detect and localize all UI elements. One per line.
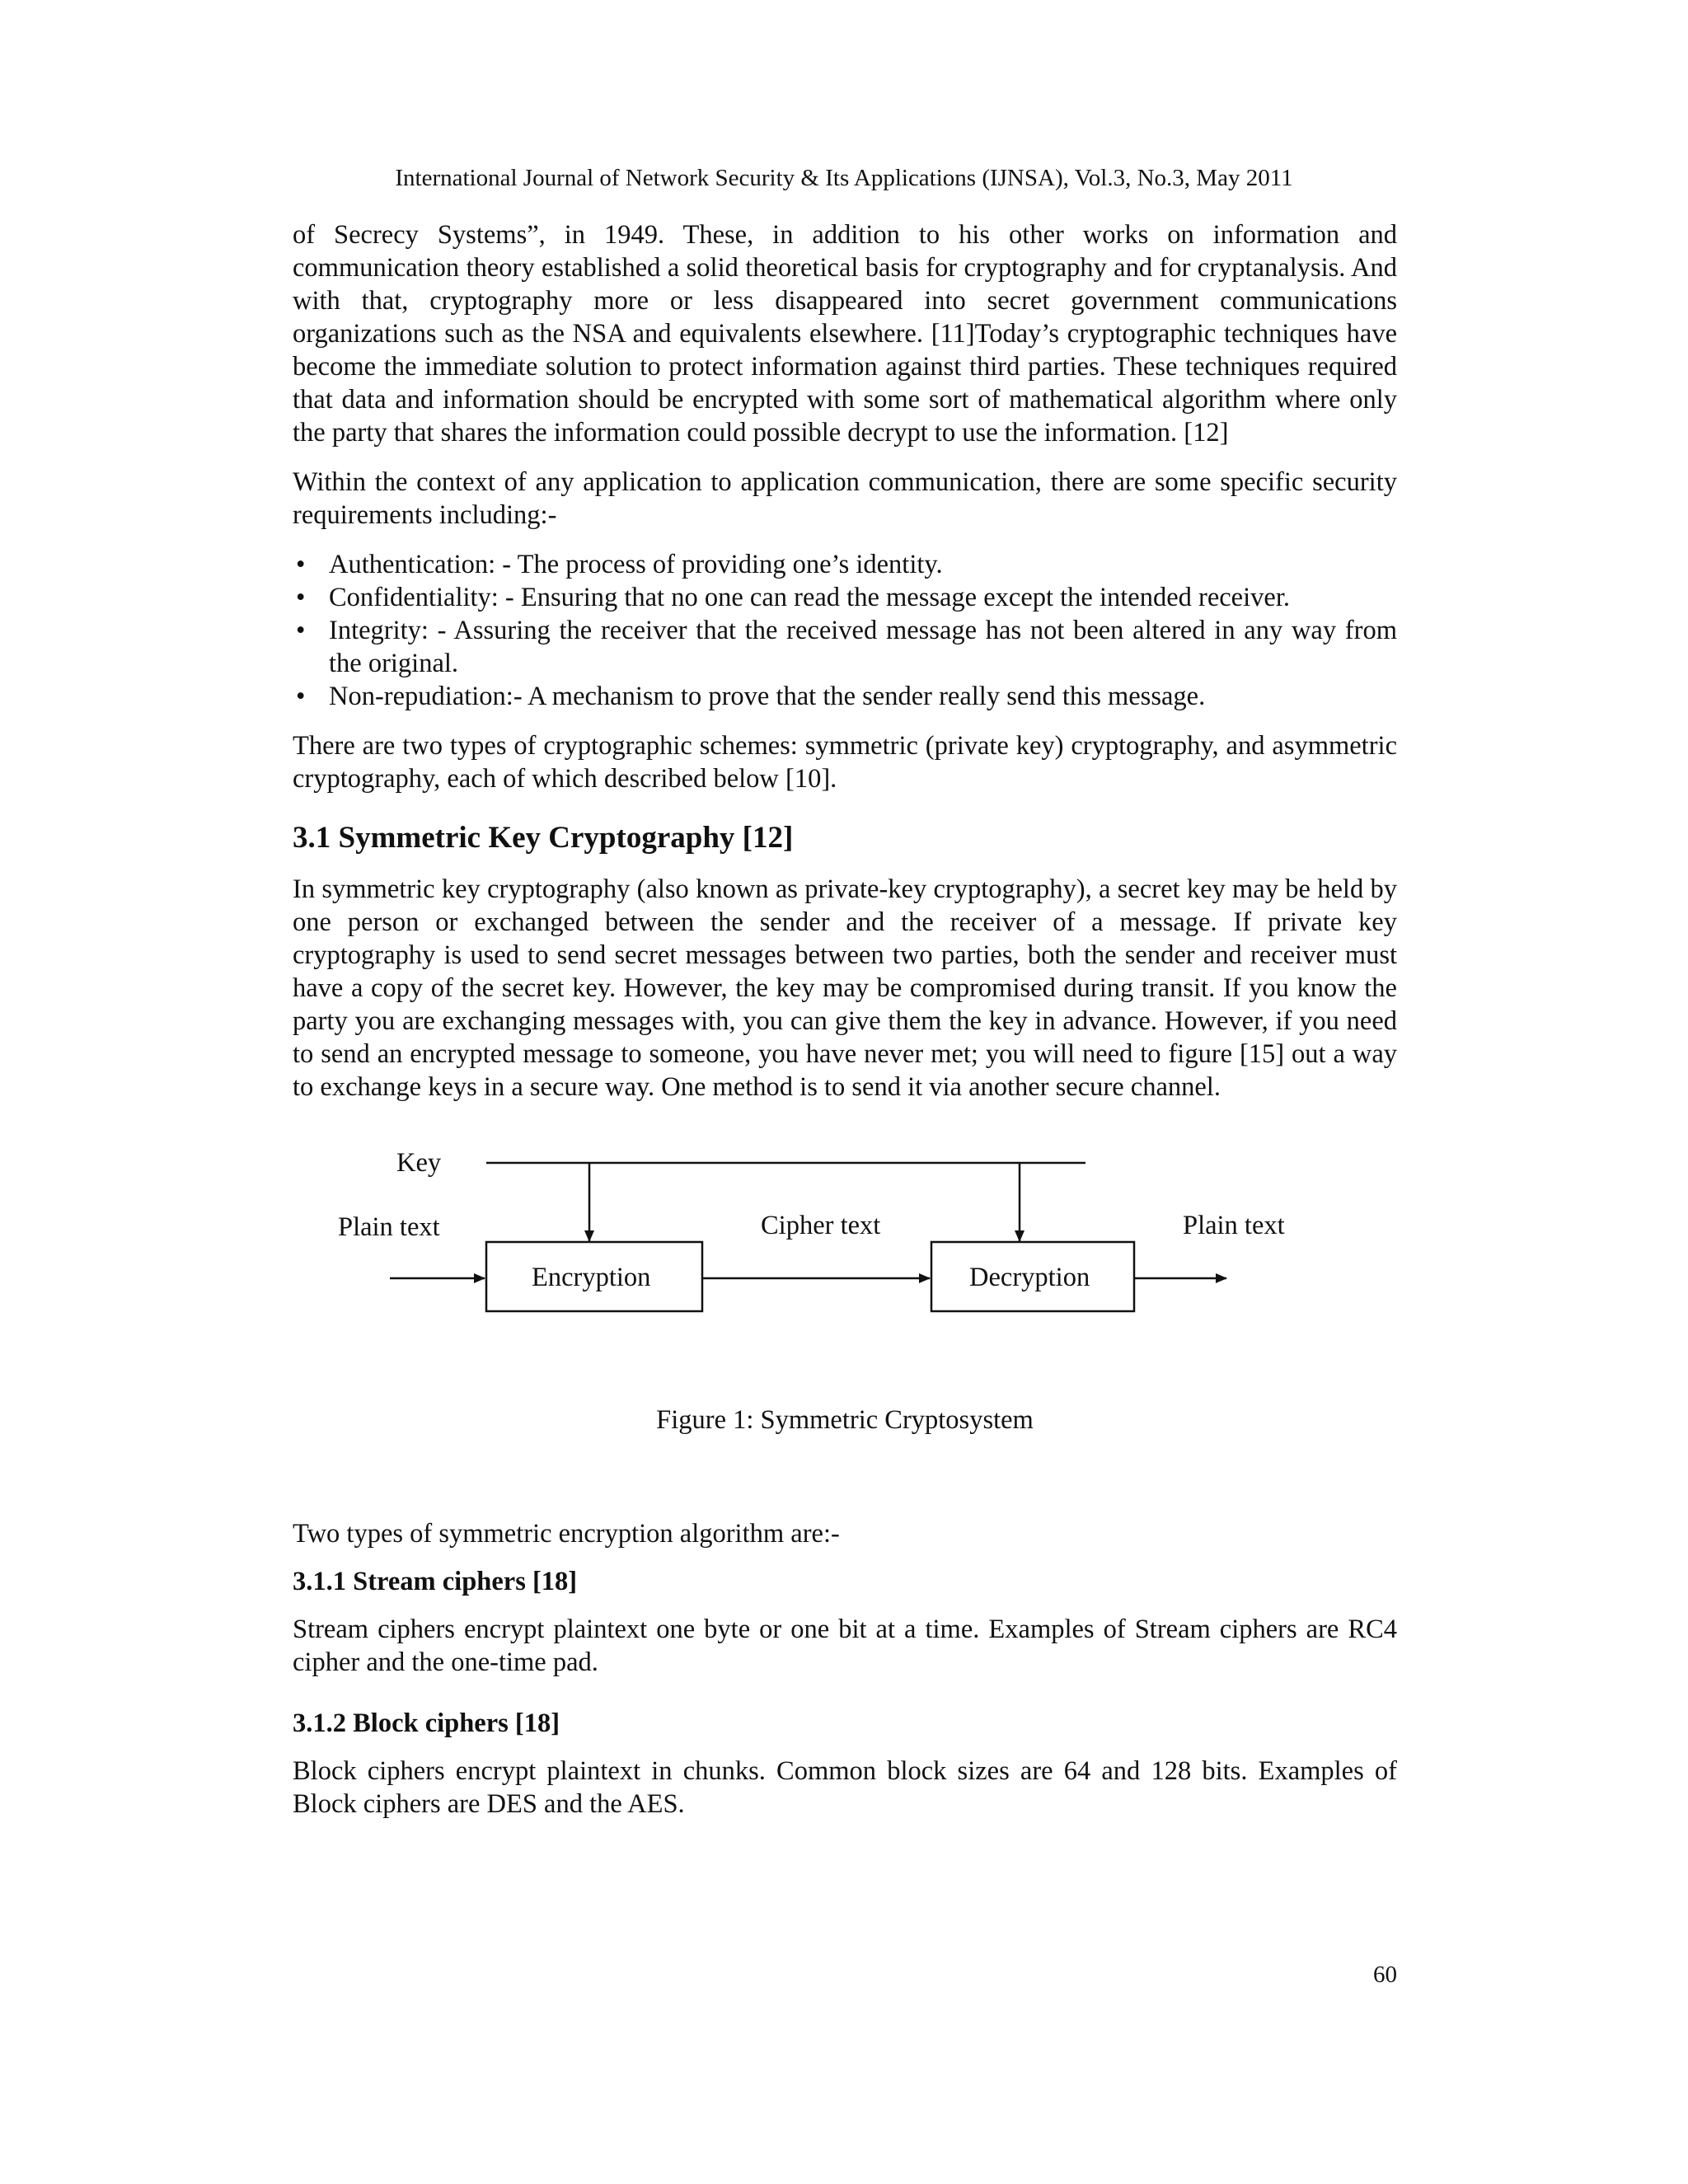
paragraph-two-types: Two types of symmetric encryption algorithm are:- bbox=[293, 1519, 840, 1549]
paragraph-secrecy-systems: of Secrecy Systems”, in 1949. These, in addition to his other works on information and communication theory established a solid theoretical basis for cryptography and for cryptanalysis. And with that, cryptography more or less disappeared into secret government communications organizations such as the NSA and equivalents elsewhere. [11]Today’s cryptographic techniques have become the immediate solution to protect information against third parties. These techniques required that data and information should be encrypted with some sort of mathematical algorithm where only the party that shares the information could possible decrypt to use the information. [12] bbox=[293, 220, 1397, 448]
list-item bbox=[293, 614, 1397, 680]
list-item bbox=[293, 581, 1397, 614]
requirements-list bbox=[293, 548, 1397, 713]
bullet-icon: • bbox=[296, 616, 306, 645]
bullet-icon: • bbox=[296, 550, 306, 579]
figure-caption: Figure 1: Symmetric Cryptosystem bbox=[656, 1405, 1034, 1435]
page-number: 60 bbox=[1373, 1961, 1397, 1988]
subsection-heading-block-ciphers: 3.1.2 Block ciphers [18] bbox=[293, 1708, 560, 1738]
running-header: International Journal of Network Security & Its Applications (IJNSA), Vol.3, No.3, May 2011 bbox=[395, 165, 1293, 191]
paragraph-symmetric-key: In symmetric key cryptography (also known as private-key cryptography), a secret key may be held by one person or exchanged between the sender and the receiver of a message. If private key cryptography is used to send secret messages between two parties, both the sender and receiver must have a copy of the secret key. However, the key may be compromised during transit. If you know the party you are exchanging messages with, you can give them the key in advance. However, if you need to send an encrypted message to someone, you have never met; you will need to figure [15] out a way to exchange keys in a secure way. One method is to send it via another secure channel. bbox=[293, 874, 1397, 1102]
plain-text-output-label: Plain text bbox=[1183, 1211, 1285, 1240]
plain-text-input-label: Plain text bbox=[338, 1212, 440, 1242]
list-item bbox=[293, 680, 1397, 713]
paragraph-security-requirements: Within the context of any application to application communication, there are some specific security requirements including:- bbox=[293, 467, 1397, 530]
paragraph-stream-ciphers: Stream ciphers encrypt plaintext one byte or one bit at a time. Examples of Stream ciphers are RC4 cipher and the one-time pad. bbox=[293, 1615, 1397, 1677]
bullet-icon: • bbox=[296, 682, 306, 711]
list-item bbox=[293, 548, 1397, 581]
encryption-label: Encryption bbox=[532, 1263, 651, 1292]
key-label: Key bbox=[396, 1148, 442, 1178]
cipher-text-label: Cipher text bbox=[761, 1211, 881, 1240]
section-heading-symmetric-key: 3.1 Symmetric Key Cryptography [12] bbox=[293, 821, 794, 855]
decryption-label: Decryption bbox=[969, 1263, 1090, 1292]
paragraph-block-ciphers: Block ciphers encrypt plaintext in chunks. Common block sizes are 64 and 128 bits. Examples of Block ciphers are DES and the AES. bbox=[293, 1756, 1397, 1819]
symmetric-cryptosystem-diagram bbox=[293, 1132, 1397, 1404]
list-item-text: Confidentiality: - Ensuring that no one can read the message except the intended receiver. bbox=[329, 583, 1290, 612]
subsection-heading-stream-ciphers: 3.1.1 Stream ciphers [18] bbox=[293, 1567, 578, 1596]
paragraph-cryptographic-schemes: There are two types of cryptographic schemes: symmetric (private key) cryptography, and asymmetric cryptography, each of which described below [10]. bbox=[293, 731, 1397, 794]
bullet-icon: • bbox=[296, 583, 306, 612]
list-item-text: Integrity: - Assuring the receiver that the received message has not been altered in any way from the original. bbox=[329, 616, 1397, 678]
list-item-text: Non-repudiation:- A mechanism to prove that the sender really send this message. bbox=[329, 682, 1206, 711]
list-item-text: Authentication: - The process of providing one’s identity. bbox=[329, 550, 943, 579]
page-content bbox=[293, 218, 1397, 1821]
diagram-lines bbox=[293, 1132, 1397, 1404]
